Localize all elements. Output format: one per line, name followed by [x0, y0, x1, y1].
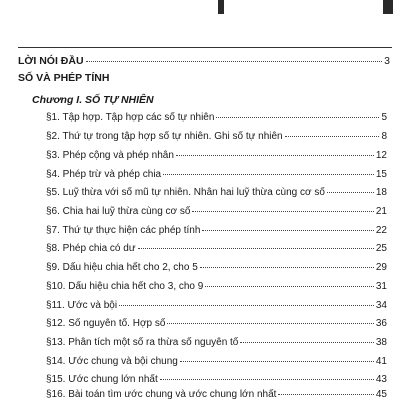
toc-entry[interactable]	[46, 225, 387, 237]
toc-entry[interactable]	[46, 374, 387, 386]
entry-title: §11. Ước và bội	[46, 300, 118, 311]
dot-leader	[176, 155, 374, 156]
toc-entry[interactable]	[46, 150, 387, 162]
entry-title: §2. Thứ tự trong tập hợp số tự nhiên. Ghi số tự nhiên	[46, 131, 283, 142]
toc-entry[interactable]	[46, 337, 387, 349]
entry-page: 29	[375, 262, 387, 273]
toc-entry[interactable]	[46, 112, 387, 124]
entry-page: 45	[375, 389, 387, 400]
entry-title: §12. Số nguyên tố. Hợp số	[46, 318, 166, 329]
dot-leader	[216, 117, 379, 118]
toc-entry[interactable]	[46, 281, 387, 293]
entry-title: §9. Dấu hiệu chia hết cho 2, cho 5	[46, 262, 198, 273]
entry-title: §8. Phép chia có dư	[46, 243, 136, 254]
dot-leader	[138, 248, 374, 249]
entry-title: §7. Thứ tự thực hiện các phép tính	[46, 225, 201, 236]
part-title: SỐ VÀ PHÉP TÍNH	[18, 72, 110, 84]
entry-page: 31	[375, 281, 387, 292]
entry-title: §4. Phép trừ và phép chia	[46, 169, 162, 180]
entry-page: 36	[375, 318, 387, 329]
dot-leader	[119, 305, 374, 306]
toc-entry[interactable]	[46, 131, 387, 143]
entry-page: 43	[375, 374, 387, 385]
toc-entry[interactable]	[46, 389, 387, 401]
dot-leader	[240, 342, 374, 343]
toc-entry[interactable]	[46, 318, 387, 330]
toc-entry[interactable]	[46, 300, 387, 312]
entry-page: 34	[375, 300, 387, 311]
dot-leader	[167, 323, 373, 324]
dot-leader	[202, 230, 373, 231]
entry-title: §10. Dấu hiệu chia hết cho 3, cho 9	[46, 281, 204, 292]
entry-title: §5. Luỹ thừa với số mũ tự nhiên. Nhân hai luỹ thừa cùng cơ số	[46, 187, 325, 198]
entry-title: §14. Ước chung và bội chung	[46, 356, 178, 367]
dot-leader	[160, 379, 374, 380]
entry-title: §1. Tập hợp. Tập hợp các số tự nhiên	[46, 112, 215, 123]
dot-leader	[200, 267, 374, 268]
dot-leader	[205, 286, 374, 287]
entry-title: §15. Ước chung lớn nhất	[46, 374, 158, 385]
entry-page: 15	[375, 169, 387, 180]
entry-page: 8	[381, 131, 387, 142]
entry-page: 22	[375, 225, 387, 236]
dot-leader	[278, 394, 373, 395]
entry-title: §3. Phép cộng và phép nhân	[46, 150, 174, 161]
toc-entry[interactable]	[46, 356, 387, 368]
dot-leader	[327, 192, 374, 193]
chapter-title: Chương I. SỐ TỰ NHIÊN	[32, 94, 154, 106]
foreword-title: LỜI NÓI ĐẦU	[18, 55, 84, 67]
entry-page: 12	[375, 150, 387, 161]
dot-leader	[285, 136, 380, 137]
entry-title: §13. Phân tích một số ra thừa số nguyên tố	[46, 337, 239, 348]
dot-leader	[163, 174, 374, 175]
entry-page: 21	[375, 206, 387, 217]
foreword-entry[interactable]	[18, 55, 390, 67]
entry-page: 38	[375, 337, 387, 348]
entry-title: §16. Bài toán tìm ước chung và ước chung lớn nhất	[46, 389, 277, 400]
toc-entry[interactable]	[46, 243, 387, 255]
dot-leader	[86, 61, 383, 62]
entry-page: 41	[375, 356, 387, 367]
dot-leader	[180, 361, 374, 362]
toc-entry[interactable]	[46, 169, 387, 181]
toc-entry[interactable]	[46, 262, 387, 274]
entry-page: 5	[381, 112, 387, 123]
toc-entry[interactable]	[46, 187, 387, 199]
foreword-page: 3	[384, 55, 390, 67]
entry-page: 25	[375, 243, 387, 254]
entry-page: 18	[375, 187, 387, 198]
toc-entry[interactable]	[46, 206, 387, 218]
dot-leader	[192, 211, 373, 212]
entry-title: §6. Chia hai luỹ thừa cùng cơ số	[46, 206, 191, 217]
